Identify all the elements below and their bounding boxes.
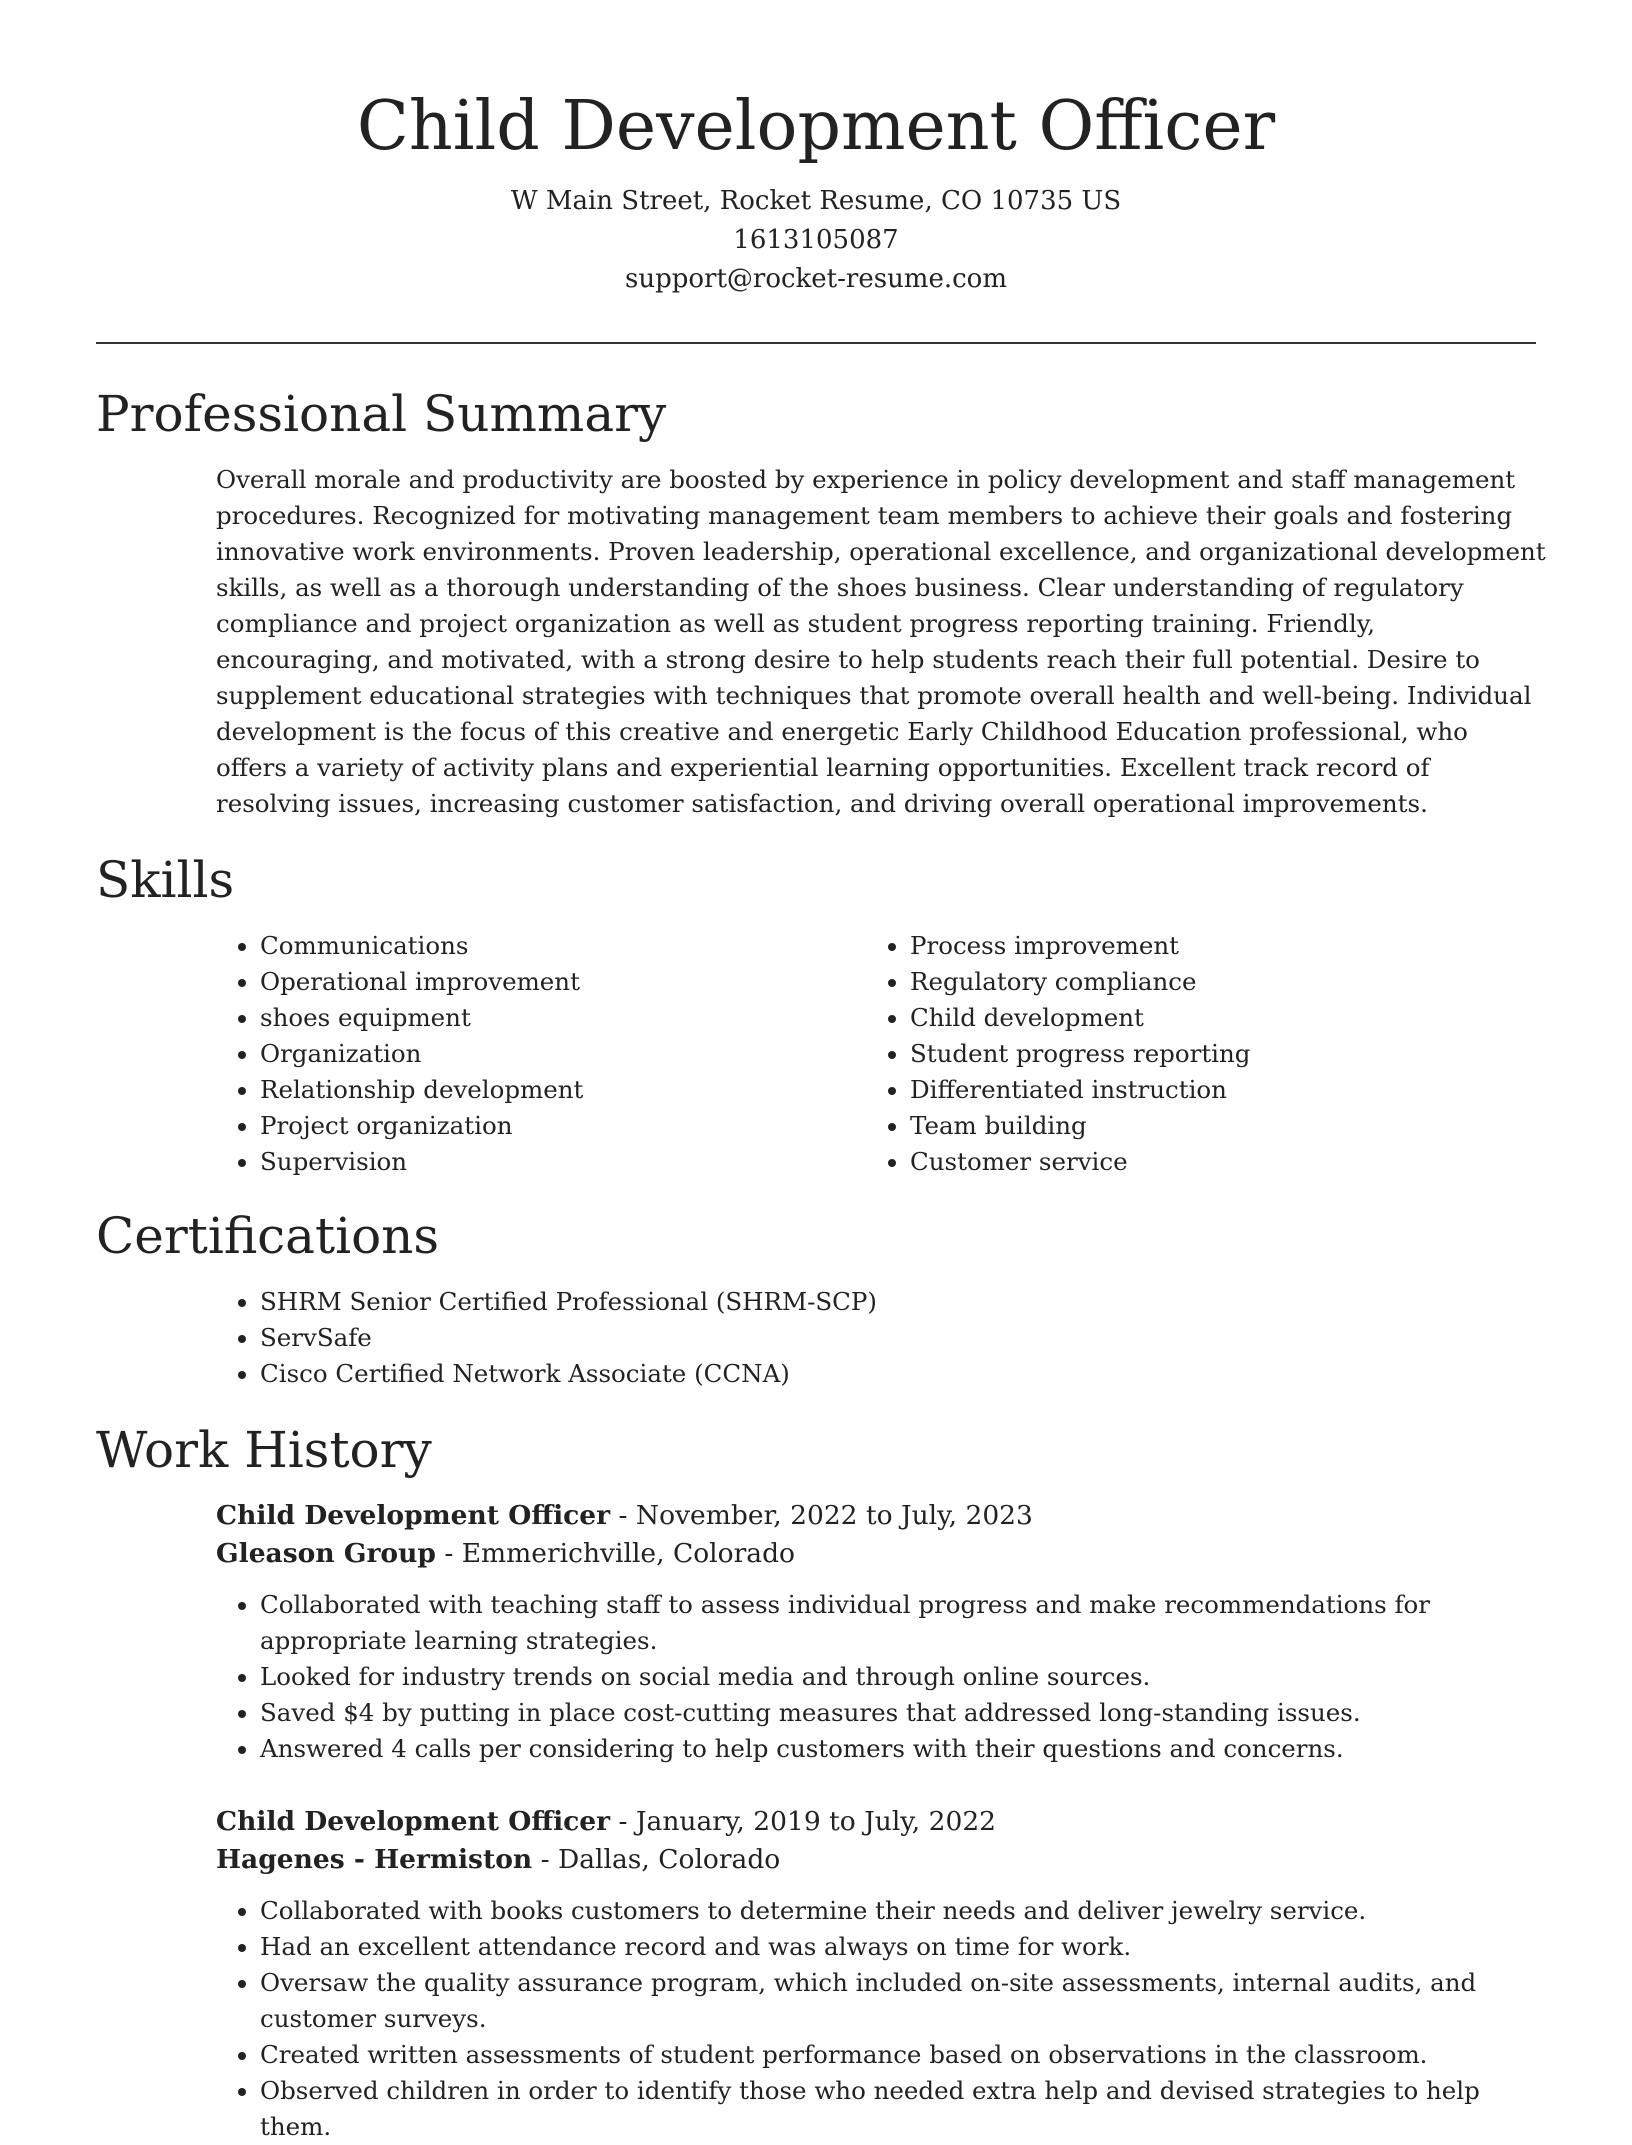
certification-item: • Cisco Certified Network Associate (CCNA) <box>260 1356 1546 1392</box>
skills-heading: Skills <box>96 851 235 909</box>
job-dates: - January, 2019 to July, 2022 <box>610 1806 997 1837</box>
work-history-heading: Work History <box>96 1421 432 1479</box>
skills-column-right <box>866 928 1486 1180</box>
resume-header <box>0 0 1632 299</box>
skill-item: • Relationship development <box>260 1072 836 1108</box>
certification-item: • SHRM Senior Certified Professional (SHRM-SCP) <box>260 1284 1546 1320</box>
skill-item: • Child development <box>910 1000 1486 1036</box>
job-bullet: • Saved $4 by putting in place cost-cutting measures that addressed long-standing issues. <box>260 1695 1546 1731</box>
job-company-line <box>216 1535 1546 1573</box>
job-company: Hagenes - Hermiston <box>216 1844 533 1875</box>
job-title-line <box>216 1803 1546 1841</box>
header-divider <box>96 342 1536 344</box>
skill-item: • shoes equipment <box>260 1000 836 1036</box>
job-company-line <box>216 1841 1546 1879</box>
skill-item: • Regulatory compliance <box>910 964 1486 1000</box>
job-bullet: • Answered 4 calls per considering to help customers with their questions and concerns. <box>260 1731 1546 1767</box>
job-entry <box>216 1803 1546 2145</box>
job-title-line <box>216 1497 1546 1535</box>
candidate-name: Child Development Officer <box>356 87 1276 166</box>
skill-item: • Customer service <box>910 1144 1486 1180</box>
job-bullet: • Collaborated with teaching staff to assess individual progress and make recommendations for appropriate learning strategies. <box>260 1587 1546 1659</box>
certification-item: • ServSafe <box>260 1320 1546 1356</box>
skill-item: • Supervision <box>260 1144 836 1180</box>
skill-item: • Process improvement <box>910 928 1486 964</box>
job-bullet: • Had an excellent attendance record and was always on time for work. <box>260 1929 1546 1965</box>
skill-item: • Operational improvement <box>260 964 836 1000</box>
job-location: - Emmerichville, Colorado <box>435 1538 795 1569</box>
job-bullet: • Observed children in order to identify those who needed extra help and devised strategies to help them. <box>260 2073 1546 2145</box>
skill-item: • Student progress reporting <box>910 1036 1486 1072</box>
job-entry <box>216 1497 1546 1767</box>
job-title: Child Development Officer <box>216 1806 611 1837</box>
skill-item: • Differentiated instruction <box>910 1072 1486 1108</box>
job-bullet: • Created written assessments of student performance based on observations in the classroom. <box>260 2037 1546 2073</box>
job-bullet: • Collaborated with books customers to determine their needs and deliver jewelry service. <box>260 1893 1546 1929</box>
job-bullet: • Oversaw the quality assurance program, which included on-site assessments, internal audits, and customer surveys. <box>260 1965 1546 2037</box>
skill-item: • Communications <box>260 928 836 964</box>
contact-email: support@rocket-resume.com <box>624 264 1007 294</box>
job-company: Gleason Group <box>216 1538 436 1569</box>
certifications-heading: Certifications <box>96 1207 440 1265</box>
summary-text: Overall morale and productivity are boosted by experience in policy development and staff management procedures. Recognized for motivating management team members to achieve their goals and fostering innovative work environments. Proven leadership, operational excellence, and organizational development skills, as well as a thorough understanding of the shoes business. Clear understanding of regulatory compliance and project organization as well as student progress reporting training. Friendly, encouraging, and motivated, with a strong desire to help students reach their full potential. Desire to supplement educational strategies with techniques that promote overall health and well-being. Individual development is the focus of this creative and energetic Early Childhood Education professional, who offers a variety of activity plans and experiential learning opportunities. Excellent track record of resolving issues, increasing customer satisfaction, and driving overall operational improvements. <box>216 465 1546 818</box>
skills-column-left <box>216 928 836 1180</box>
skill-item: • Project organization <box>260 1108 836 1144</box>
job-dates: - November, 2022 to July, 2023 <box>610 1500 1033 1531</box>
contact-block <box>0 182 1632 299</box>
job-title: Child Development Officer <box>216 1500 611 1531</box>
job-location: - Dallas, Colorado <box>532 1844 781 1875</box>
skill-item: • Organization <box>260 1036 836 1072</box>
skill-item: • Team building <box>910 1108 1486 1144</box>
certifications-list <box>216 1284 1546 1392</box>
contact-address: W Main Street, Rocket Resume, CO 10735 US <box>510 186 1122 216</box>
contact-phone: 1613105087 <box>733 225 899 255</box>
summary-heading: Professional Summary <box>96 385 667 443</box>
job-bullet: • Looked for industry trends on social media and through online sources. <box>260 1659 1546 1695</box>
